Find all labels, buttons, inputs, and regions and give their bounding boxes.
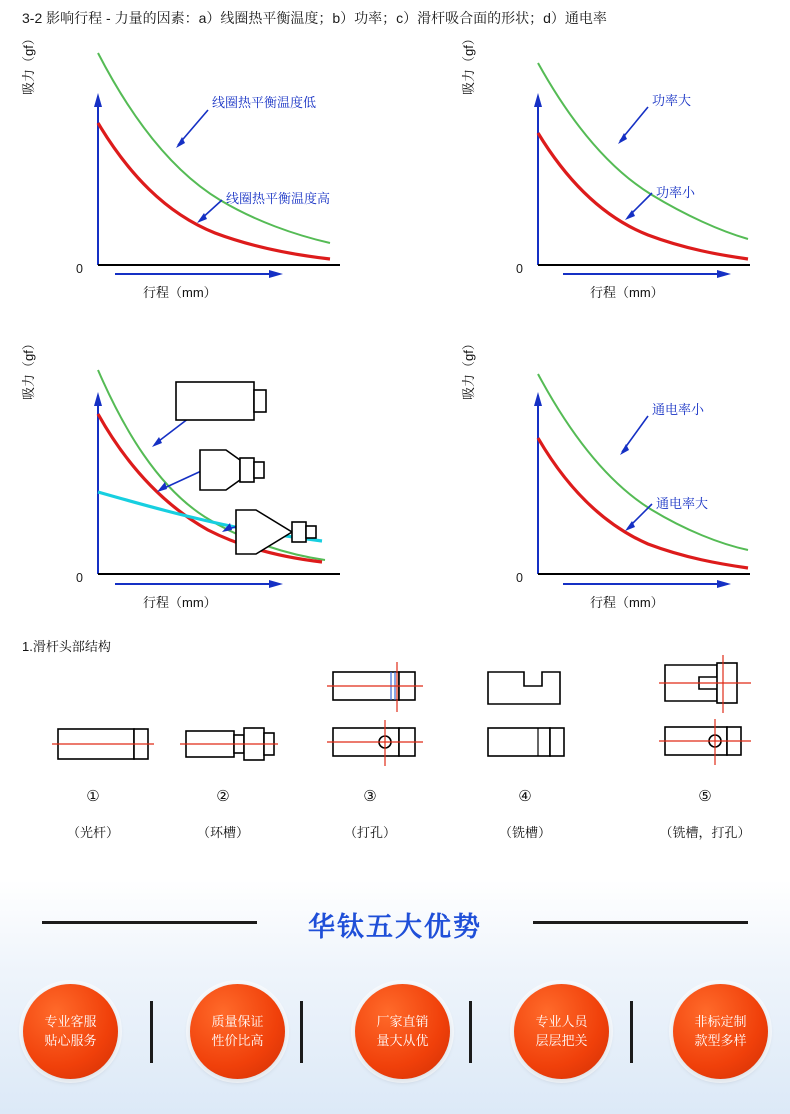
advantage-badge-1[interactable] [23,984,118,1079]
chart-b-x-axis-label: 行程（mm） [590,285,664,300]
chart-d-origin: 0 [516,571,523,585]
plunger-head-3-number: ③ [363,788,377,805]
advantage-badge-2[interactable] [190,984,285,1079]
chart-b-x-axis-arrow [563,268,733,280]
plunger-head-2-caption: （环槽） [196,825,249,840]
plunger-head-1-number: ① [86,788,100,805]
banner-divider-3 [469,1001,472,1063]
banner-title: 华钛五大优势 [308,912,482,942]
plunger-head-3 [325,660,445,785]
plunger-head-2-number: ② [216,788,230,805]
section-heading: 1.滑杆头部结构 [22,639,111,654]
plunger-flat-icon [176,382,266,420]
plunger-head-2 [178,715,288,780]
chart-b-annotation-large: 功率大 [652,93,692,108]
chart-a-annotation-high: 线圈热平衡温度高 [226,191,331,206]
plunger-head-5-number: ⑤ [698,788,712,805]
chart-b-annotation-small: 功率小 [656,185,696,200]
plunger-head-4 [480,660,600,785]
advantage-badge-5-line1: 非标定制 [694,1013,747,1029]
page-title: 3-2 影响行程 - 力量的因素：a）线圈热平衡温度；b）功率；c）滑杆吸合面的形状；d）通电率 [22,10,607,26]
chart-d-duty-cycle [480,352,780,592]
chart-c-x-axis-arrow [115,578,285,590]
advantage-badge-4[interactable] [514,984,609,1079]
plunger-head-5 [655,655,780,785]
chart-d-annotation-large: 通电率大 [656,496,709,511]
plunger-head-3-caption: （打孔） [343,825,396,840]
chart-d-x-axis-arrow [563,578,733,590]
chart-a-y-axis-label: 吸力（gf） [21,32,36,95]
chart-d-x-axis-label: 行程（mm） [590,595,664,610]
plunger-head-5-caption: （铣槽，打孔） [659,825,751,840]
plunger-head-1-caption: （光杆） [66,825,119,840]
plunger-cone-icon [236,510,316,554]
banner-divider-4 [630,1001,633,1063]
chart-d-y-axis-label: 吸力（gf） [461,337,476,400]
chart-a-x-axis-label: 行程（mm） [143,285,217,300]
chart-a-coil-temperature [40,45,380,290]
advantage-badge-4-line2: 层层把关 [535,1032,588,1048]
chart-b-power [480,45,780,290]
advantage-badge-5-line2: 款型多样 [694,1032,747,1048]
advantage-badge-5[interactable] [673,984,768,1079]
chart-c-origin: 0 [76,571,83,585]
advantage-badge-4-line1: 专业人员 [535,1013,588,1029]
advantage-badge-2-line2: 性价比高 [211,1032,264,1048]
plunger-head-4-caption: （铣槽） [498,825,551,840]
banner-divider-2 [300,1001,303,1063]
advantage-badge-1-line2: 贴心服务 [44,1032,97,1048]
chart-c-x-axis-label: 行程（mm） [143,595,217,610]
chart-c-y-axis-label: 吸力（gf） [21,337,36,400]
chart-b-origin: 0 [516,262,523,276]
banner-divider-1 [150,1001,153,1063]
chart-a-origin: 0 [76,262,83,276]
advantage-badge-1-line1: 专业客服 [44,1013,97,1029]
chart-a-annotation-low: 线圈热平衡温度低 [212,95,317,110]
plunger-head-4-number: ④ [518,788,532,805]
chart-a-x-axis-arrow [115,268,285,280]
chart-c-plunger-shape [40,352,380,592]
plunger-truncated-cone-icon [200,450,264,490]
advantage-badge-3[interactable] [355,984,450,1079]
advantage-badge-3-line1: 厂家直销 [376,1013,429,1029]
advantage-badge-3-line2: 量大从优 [376,1032,429,1048]
chart-d-annotation-small: 通电率小 [652,402,705,417]
chart-b-y-axis-label: 吸力（gf） [461,32,476,95]
plunger-head-1 [48,715,158,780]
advantage-badge-2-line1: 质量保证 [211,1013,264,1029]
